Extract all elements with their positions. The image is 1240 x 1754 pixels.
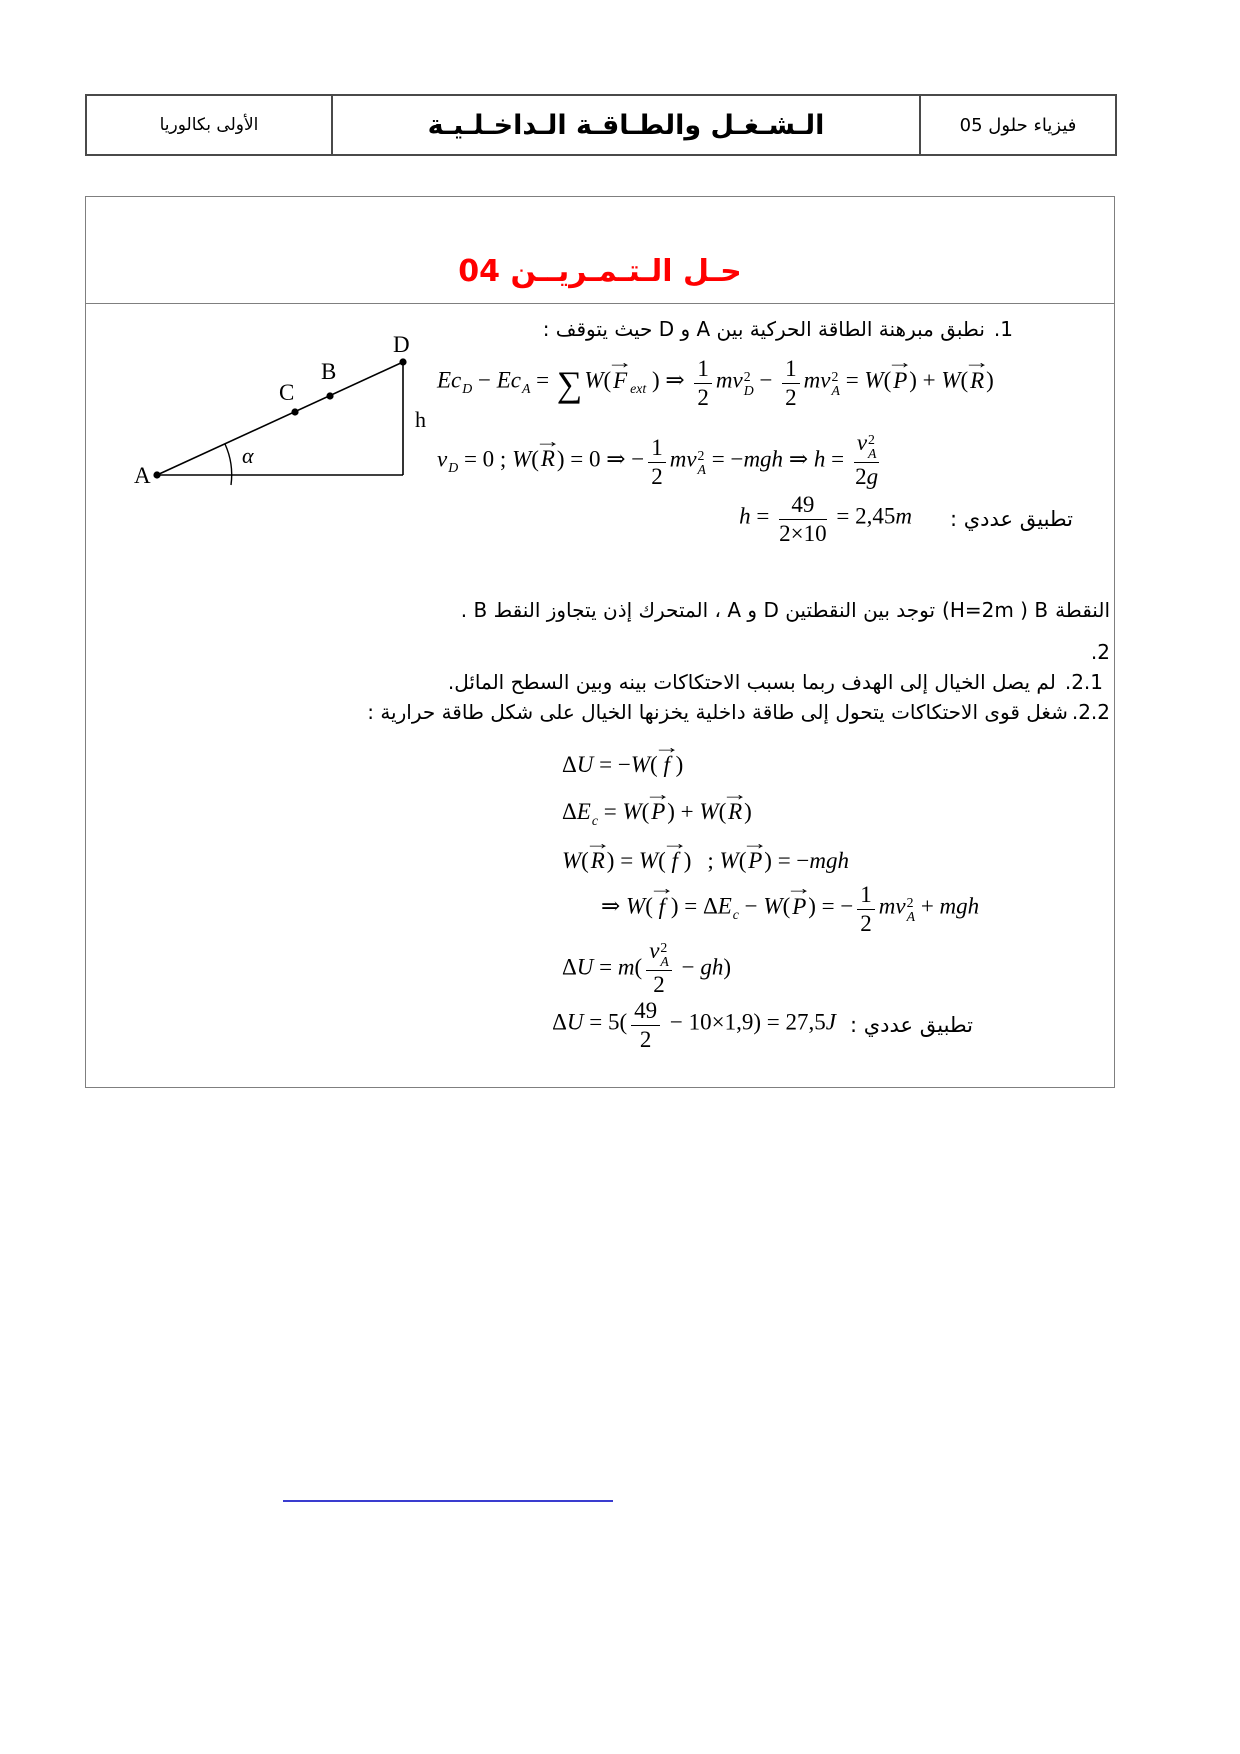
angle-arc <box>225 444 232 485</box>
point-d-label: D <box>393 332 410 357</box>
numeric-application-2 <box>552 998 973 1053</box>
vector-arrow: → R <box>963 352 991 393</box>
point-b-note-part1: النقطة <box>1055 598 1110 622</box>
equation-delta-u-numeric: ΔU = 5( $\frac{49}{2}$ − 10×1,9) = 27,5J <box>552 998 836 1052</box>
page-title: الـشـغـل والطـاقـة الـداخـلـيـة <box>427 109 825 141</box>
vector-arrow: → R <box>584 833 612 874</box>
item-2-line <box>1091 640 1110 664</box>
item-2-2-text: شغل قوى الاحتكاكات يتحول إلى طاقة داخلية يخزنها الخيال على شكل طاقة حرارية : <box>367 700 1068 724</box>
item-1-text: نطبق مبرهنة الطاقة الحركية بين A و D حيث يتوقف : <box>542 317 985 341</box>
point-c-label: C <box>279 380 295 405</box>
solution-title-row <box>86 197 1114 304</box>
item-2-1-number: 2.1. <box>1064 670 1103 694</box>
equation-height-numeric: h = $\frac{49}{2\times 10}$ = 2,45m <box>739 492 912 546</box>
vector-arrow: → R <box>721 784 749 825</box>
header-ref-cell <box>921 96 1115 154</box>
header-level-text: الأولى بكالوريا <box>159 115 259 135</box>
point-d-dot <box>399 358 406 365</box>
equation-friction-work: ⇒ W( → f ) = $\Delta E_c - W$( → P) = − $\frac{1}{2}$ mv 2 A + mgh <box>601 878 980 936</box>
vector-arrow: → R <box>534 431 562 472</box>
item-2-1-line <box>448 670 1103 694</box>
vector-arrow: → f <box>653 737 681 778</box>
vector-arrow: → f <box>648 878 676 919</box>
point-b-label: B <box>321 359 337 384</box>
numeric-application-1-label: تطبيق عددي : <box>949 507 1073 532</box>
equation-height-derivation: $v_D = 0$ ; W( → R) = 0 ⇒ − $\frac{1}{2}$ mv 2 A = −mgh ⇒ h = v 2 A 2g <box>437 430 879 489</box>
equation-work-relations: W( → R) = W( → f ) ; W( → P) = −mgh <box>562 833 850 874</box>
item-2-number: 2. <box>1090 640 1110 664</box>
item-2-2-line <box>367 700 1110 724</box>
item-2-2-number: 2.2. <box>1071 700 1110 724</box>
item-1-line <box>543 317 1013 341</box>
vector-arrow: → P <box>644 784 672 825</box>
point-b-dot <box>326 392 333 399</box>
point-a-label: A <box>134 463 151 488</box>
solution-title: حـل الـتـمـريــن 04 <box>458 254 742 289</box>
numeric-application-2-label: تطبيق عددي : <box>849 1013 973 1038</box>
inclined-plane-diagram <box>100 330 445 500</box>
item-1-number: 1. <box>993 317 1013 341</box>
vector-arrow: → F <box>606 352 634 393</box>
vector-arrow: → f <box>661 833 689 874</box>
alpha-label: α <box>242 443 254 468</box>
vector-arrow: → P <box>785 878 813 919</box>
header-title-cell <box>333 96 921 154</box>
vector-arrow: → P <box>741 833 769 874</box>
height-label: h <box>415 407 426 432</box>
header-ref-text: فيزياء حلول 05 <box>959 114 1077 136</box>
header-level-cell <box>87 96 333 154</box>
point-a-dot <box>153 471 160 478</box>
equation-internal-energy: ΔU = −W( → f ) <box>562 737 684 778</box>
point-c-dot <box>291 408 298 415</box>
point-b-note-part2: (H=2m ) B <box>942 598 1049 622</box>
equation-kinetic-variation: $\Delta E_c = W$( → P) + W( → R) <box>562 784 752 828</box>
numeric-application-1 <box>739 492 1073 547</box>
equation-delta-u: ΔU = m( v 2 A 2 − gh) <box>562 938 732 997</box>
incline-line <box>157 362 403 475</box>
point-b-note <box>461 598 1110 622</box>
vector-arrow: → P <box>886 352 914 393</box>
item-2-1-text: لم يصل الخيال إلى الهدف ربما بسبب الاحتكاكات بينه وبين السطح المائل. <box>447 670 1056 694</box>
point-b-note-part3: توجد بين النقطتين D و A ، المتحرك إذن يتجاوز النقط B . <box>460 598 936 622</box>
footer-rule <box>283 1500 613 1502</box>
equation-kinetic-energy-theorem: $Ec_D - Ec_A = \sum W$( → F $_{ext}$ ) ⇒ $\frac{1}{2}$ mv 2 D − $\frac{1}{2}$ mv 2 A = W( → P) + W( → R) <box>437 352 994 410</box>
header-table <box>85 94 1117 156</box>
